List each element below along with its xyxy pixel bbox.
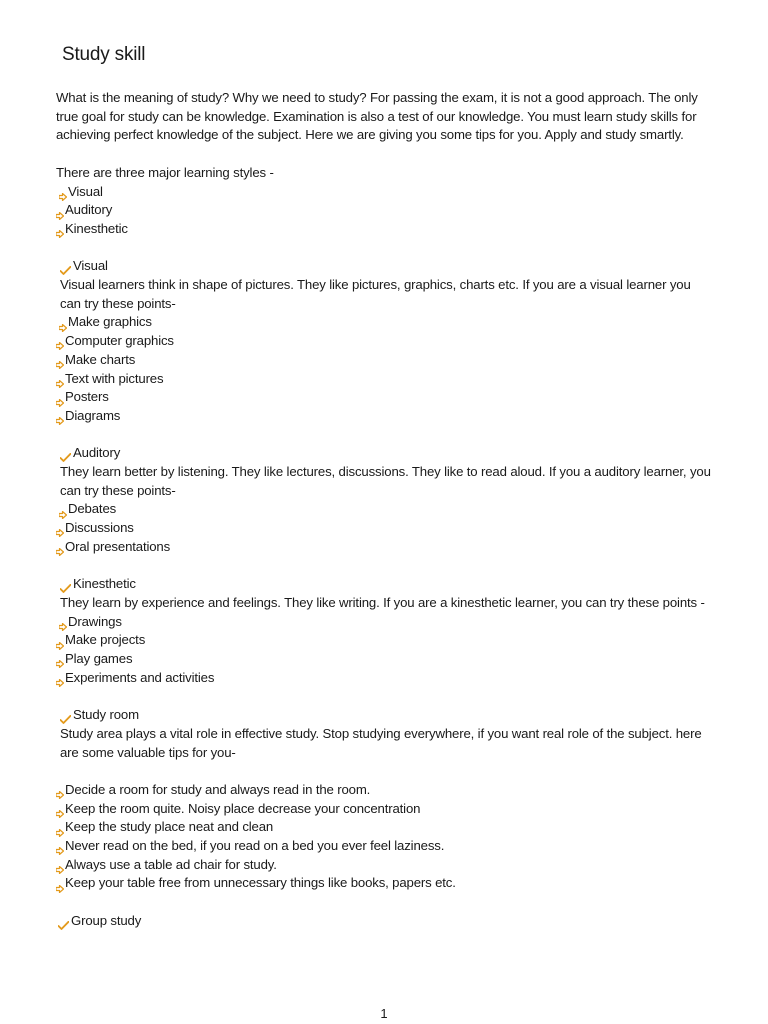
- list-item: [56, 332, 712, 351]
- page-title: Study skill: [62, 44, 146, 65]
- list-item: [56, 837, 712, 856]
- list-item: [56, 650, 712, 669]
- arrow-bullet-icon: [56, 842, 64, 850]
- list-item-text: Experiments and activities: [65, 669, 215, 685]
- list-item: [56, 781, 712, 800]
- arrow-bullet-icon: [56, 207, 64, 215]
- list-item: [56, 500, 712, 519]
- arrow-bullet-icon: [56, 861, 64, 869]
- list-item-text: Computer graphics: [65, 333, 174, 349]
- list-item: [56, 183, 712, 202]
- list-item-text: Play games: [65, 651, 133, 667]
- arrow-bullet-icon: [56, 674, 64, 682]
- list-item-text: Drawings: [68, 613, 122, 629]
- list-item: [56, 313, 712, 332]
- list-item-text: Keep the room quite. Noisy place decrease your concentration: [65, 800, 421, 816]
- auditory-heading: [56, 444, 712, 463]
- arrow-bullet-icon: [59, 506, 67, 514]
- list-item: [56, 519, 712, 538]
- list-item: [56, 613, 712, 632]
- auditory-points-list: [56, 500, 712, 556]
- arrow-bullet-icon: [56, 356, 64, 364]
- intro-paragraph: What is the meaning of study? Why we need to study? For passing the exam, it is not a good approach. The only true goal for study can be knowledge. Examination is also a test of our knowledge. You must learn study skills for achieving perfect knowledge of the subject. Here we are giving you some tips for you. Apply and study smartly.: [56, 90, 698, 143]
- study-room-description: Study area plays a vital role in effective study. Stop studying everywhere, if you want real role of the subject. here are some valuable tips for you-: [60, 725, 702, 760]
- arrow-bullet-icon: [59, 188, 67, 196]
- arrow-bullet-icon: [56, 524, 64, 532]
- group-study-heading-text: Group study: [71, 912, 142, 928]
- page-number: 1: [380, 1006, 388, 1021]
- arrow-bullet-icon: [56, 394, 64, 402]
- study-room-heading: [56, 706, 712, 725]
- arrow-bullet-icon: [56, 655, 64, 663]
- arrow-bullet-icon: [56, 375, 64, 383]
- arrow-bullet-icon: [59, 319, 67, 327]
- list-item-text: Keep your table free from unnecessary things like books, papers etc.: [65, 875, 456, 891]
- styles-list: [56, 183, 712, 239]
- list-item: [56, 201, 712, 220]
- list-item: [56, 370, 712, 389]
- list-item-text: Auditory: [65, 202, 113, 218]
- styles-intro: There are three major learning styles -: [56, 164, 274, 180]
- list-item-text: Debates: [68, 501, 117, 517]
- arrow-bullet-icon: [56, 543, 64, 551]
- document-body: [56, 89, 712, 931]
- list-item-text: Make charts: [65, 351, 136, 367]
- list-item: [56, 407, 712, 426]
- visual-heading: [56, 257, 712, 276]
- list-item-text: Posters: [65, 389, 109, 405]
- list-item-text: Diagrams: [65, 407, 121, 423]
- study-room-heading-text: Study room: [73, 707, 139, 723]
- arrow-bullet-icon: [56, 412, 64, 420]
- kinesthetic-points-list: [56, 613, 712, 688]
- list-item: [56, 800, 712, 819]
- list-item: [56, 388, 712, 407]
- check-icon: [60, 449, 71, 458]
- arrow-bullet-icon: [56, 337, 64, 345]
- kinesthetic-heading-text: Kinesthetic: [73, 576, 136, 592]
- list-item: [56, 669, 712, 688]
- list-item: [56, 351, 712, 370]
- visual-points-list: [56, 313, 712, 425]
- list-item-text: Decide a room for study and always read in the room.: [65, 781, 371, 797]
- auditory-heading-text: Auditory: [73, 445, 121, 461]
- auditory-description: They learn better by listening. They like lectures, discussions. They like to read aloud. If you a auditory learner, you can try these points-: [60, 464, 711, 498]
- arrow-bullet-icon: [59, 618, 67, 626]
- list-item: [56, 874, 712, 893]
- study-room-points-list: [56, 781, 712, 893]
- check-icon: [60, 262, 71, 271]
- arrow-bullet-icon: [56, 637, 64, 645]
- list-item: [56, 538, 712, 557]
- arrow-bullet-icon: [56, 786, 64, 794]
- kinesthetic-description: They learn by experience and feelings. They like writing. If you are a kinesthetic learner, you can try these points -: [60, 594, 705, 610]
- list-item: [56, 818, 712, 837]
- list-item-text: Never read on the bed, if you read on a bed you ever feel laziness.: [65, 838, 445, 854]
- arrow-bullet-icon: [56, 880, 64, 888]
- check-icon: [58, 917, 69, 926]
- list-item: [56, 220, 712, 239]
- arrow-bullet-icon: [56, 805, 64, 813]
- list-item-text: Kinesthetic: [65, 220, 128, 236]
- kinesthetic-heading: [56, 575, 712, 594]
- list-item-text: Discussions: [65, 520, 134, 536]
- check-icon: [60, 580, 71, 589]
- visual-description: Visual learners think in shape of pictures. They like pictures, graphics, charts etc. If you are a visual learner you can try these points-: [60, 277, 691, 311]
- list-item-text: Always use a table ad chair for study.: [65, 856, 277, 872]
- list-item-text: Keep the study place neat and clean: [65, 819, 274, 835]
- list-item-text: Oral presentations: [65, 538, 171, 554]
- list-item-text: Make projects: [65, 632, 146, 648]
- visual-heading-text: Visual: [73, 258, 108, 274]
- arrow-bullet-icon: [56, 824, 64, 832]
- check-icon: [60, 711, 71, 720]
- list-item-text: Make graphics: [68, 314, 152, 330]
- list-item-text: Visual: [68, 183, 103, 199]
- arrow-bullet-icon: [56, 225, 64, 233]
- list-item: [56, 631, 712, 650]
- list-item: [56, 856, 712, 875]
- group-study-heading: [56, 912, 712, 931]
- list-item-text: Text with pictures: [65, 370, 164, 386]
